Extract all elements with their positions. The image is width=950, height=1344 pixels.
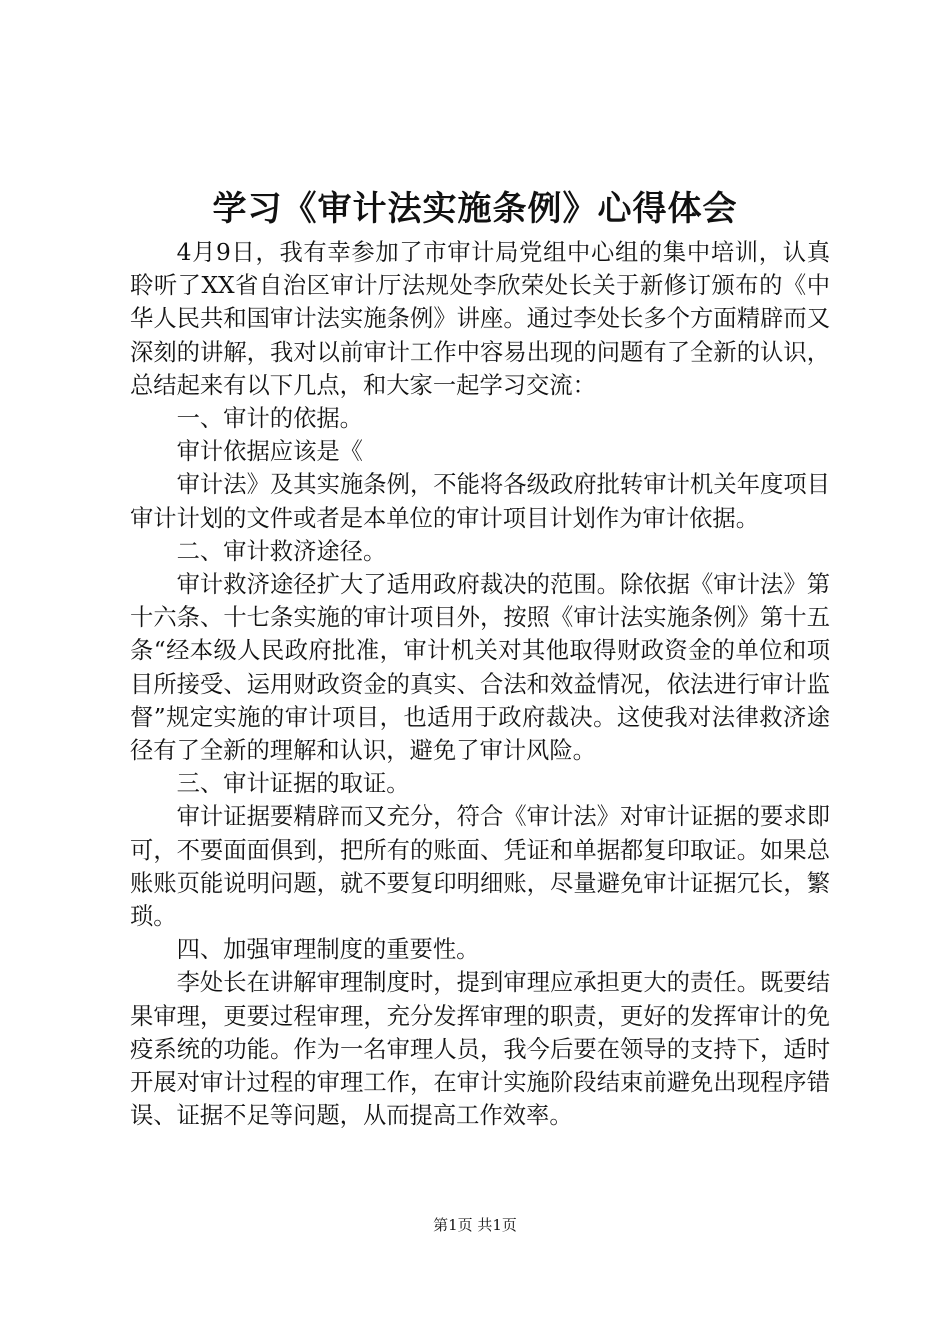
document-title: 学习《审计法实施条例》心得体会 [212, 189, 738, 229]
section-heading-3: 三、审计证据的取证。 [176, 770, 410, 798]
page-number-footer: 第1页 共1页 [433, 1216, 517, 1234]
paragraph-3: 审计证据要精辟而又充分，符合《审计法》对审计证据的要求即可，不要面面俱到，把所有的账面、凭证和单据都复印取证。如果总账账页能说明问题，就不要复印明细账，尽量避免审计证据冗长，繁琐。 [130, 803, 830, 931]
section-heading-2: 二、审计救济途径。 [176, 537, 387, 565]
section-heading-4: 四、加强审理制度的重要性。 [176, 936, 480, 964]
paragraph-1b: 审计法》及其实施条例，不能将各级政府批转审计机关年度项目审计计划的文件或者是本单位的审计项目计划作为审计依据。 [130, 471, 830, 532]
paragraph-2: 审计救济途径扩大了适用政府裁决的范围。除依据《审计法》第十六条、十七条实施的审计项目外，按照《审计法实施条例》第十五条“经本级人民政府批准，审计机关对其他取得财政资金的单位和项目所接受、运用财政资金的真实、合法和效益情况，依法进行审计监督”规定实施的审计项目，也适用于政府裁决。这使我对法律救济途径有了全新的理解和认识，避免了审计风险。 [130, 571, 830, 765]
paragraph-4: 李处长在讲解审理制度时，提到审理应承担更大的责任。既要结果审理，更要过程审理，充分发挥审理的职责，更好的发挥审计的免疫系统的功能。作为一名审理人员，我今后要在领导的支持下，适时开展对审计过程的审理工作，在审计实施阶段结束前避免出现程序错误、证据不足等问题，从而提高工作效率。 [130, 969, 830, 1130]
paragraph-intro: 4月9日，我有幸参加了市审计局党组中心组的集中培训，认真聆听了XX省自治区审计厅法规处李欣荣处长关于新修订颁布的《中华人民共和国审计法实施条例》讲座。通过李处长多个方面精辟而又深刻的讲解，我对以前审计工作中容易出现的问题有了全新的认识，总结起来有以下几点，和大家一起学习交流： [130, 239, 830, 399]
document-body [130, 236, 830, 1132]
paragraph-1a: 审计依据应该是《 [176, 438, 363, 466]
section-heading-1: 一、审计的依据。 [176, 405, 363, 433]
